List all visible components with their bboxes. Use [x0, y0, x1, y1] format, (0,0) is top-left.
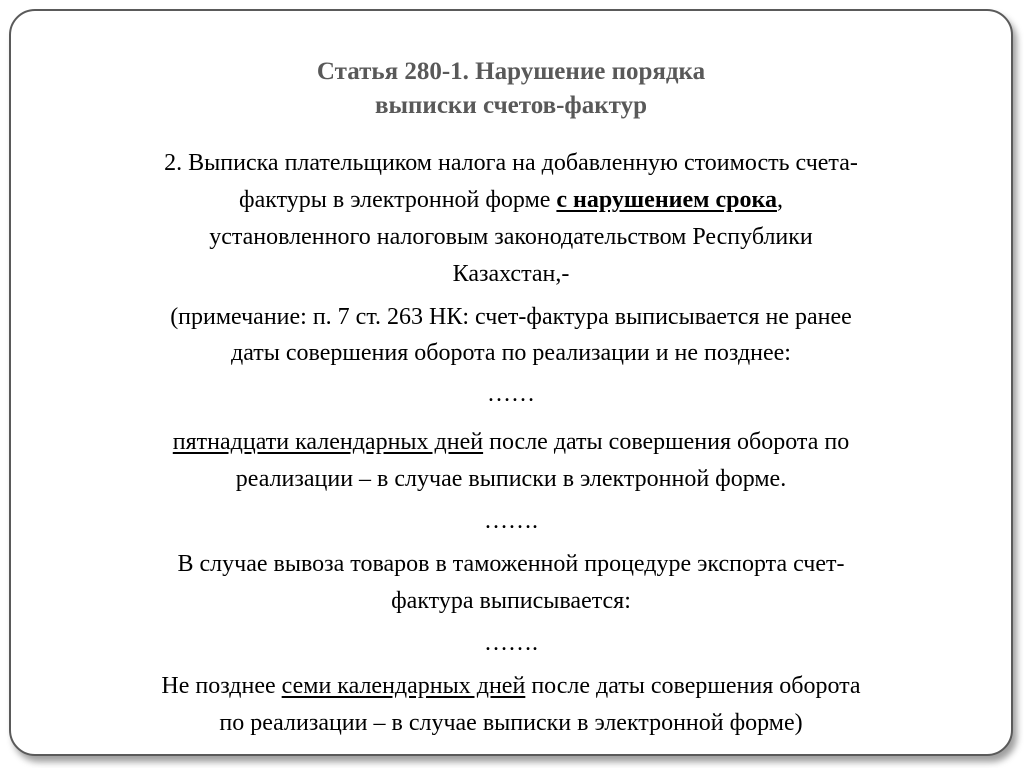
- ellipsis-1: ……: [487, 381, 535, 407]
- seven-days-pre: Не позднее: [161, 673, 282, 699]
- export-line-2: фактура выписывается:: [391, 588, 631, 614]
- violation-of-deadline-emphasis: с нарушением срока: [556, 187, 777, 213]
- paragraph-1-line-1: 2. Выписка плательщиком налога на добавленную стоимость счета-: [164, 150, 858, 176]
- title-line-2: выписки счетов-фактур: [375, 92, 647, 119]
- note-line-2: даты совершения оборота по реализации и не позднее:: [231, 340, 791, 366]
- fifteen-days-underlined: пятнадцати календарных дней: [172, 429, 484, 455]
- seven-days-underlined: семи календарных дней: [281, 673, 526, 699]
- slide-title: [11, 55, 1011, 123]
- paragraph-1-line-2-comma: ,: [776, 187, 783, 213]
- fifteen-days-line-1: [11, 427, 1011, 457]
- seven-days-rest: после даты совершения оборота: [525, 673, 861, 699]
- seven-days-line-1: [11, 671, 1011, 701]
- note-line-1: (примечание: п. 7 ст. 263 НК: счет-фактура выписывается не ранее: [170, 304, 852, 330]
- seven-days-line-2: по реализации – в случае выписки в электронной форме): [219, 710, 803, 736]
- paragraph-1-line-4: Казахстан,-: [452, 261, 570, 287]
- slide-frame: [9, 9, 1013, 756]
- ellipsis-3: …….: [484, 630, 538, 656]
- paragraph-1-line-2-text: фактуры в электронной форме: [239, 187, 557, 213]
- export-line-1: В случае вывоза товаров в таможенной процедуре экспорта счет-: [177, 551, 845, 577]
- ellipsis-2: …….: [484, 508, 538, 534]
- paragraph-1-line-3: установленного налоговым законодательством Республики: [209, 224, 813, 250]
- fifteen-days-rest: после даты совершения оборота по: [483, 429, 850, 455]
- paragraph-1-line-2: [11, 185, 1011, 215]
- fifteen-days-line-2: реализации – в случае выписки в электронной форме.: [235, 466, 787, 492]
- title-line-1: Статья 280-1. Нарушение порядка: [316, 58, 706, 85]
